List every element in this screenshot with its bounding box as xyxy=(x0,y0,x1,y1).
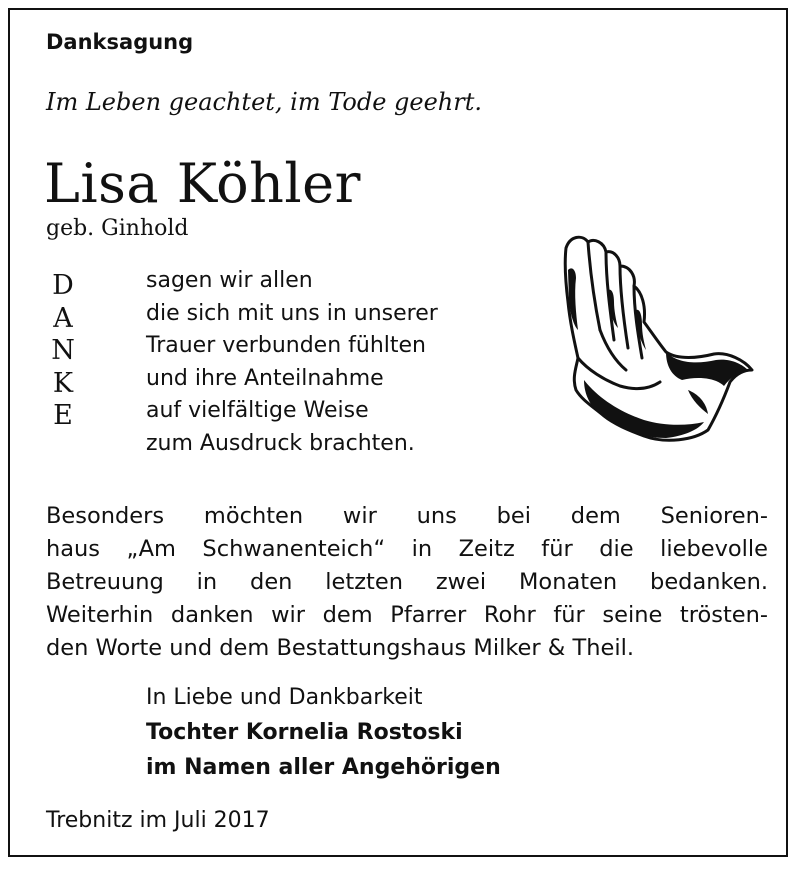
paragraph-line: haus „Am Schwanenteich“ in Zeitz für die liebevolle xyxy=(46,536,768,562)
thanks-line: sagen wir allen xyxy=(146,268,313,293)
thanks-paragraph xyxy=(46,500,768,665)
place-date: Trebnitz im Juli 2017 xyxy=(46,808,270,833)
danke-letter: E xyxy=(53,400,73,431)
praying-hands-icon xyxy=(548,230,758,450)
thanks-text xyxy=(146,265,438,460)
signature-family: im Namen aller Angehörigen xyxy=(146,755,501,780)
notice-heading: Danksagung xyxy=(46,30,194,54)
deceased-name: Lisa Köhler xyxy=(44,152,361,215)
motto: Im Leben geachtet, im Tode geehrt. xyxy=(46,88,483,116)
danke-vertical xyxy=(46,270,80,433)
paragraph-line: Besonders möchten wir uns bei dem Senioren- xyxy=(46,503,768,529)
danke-letter: A xyxy=(53,302,73,334)
signature-name: Tochter Kornelia Rostoski xyxy=(146,720,463,745)
danke-letter: N xyxy=(51,335,75,366)
danke-letter: D xyxy=(52,270,74,301)
thanks-line: auf vielfältige Weise xyxy=(146,398,369,423)
maiden-name: geb. Ginhold xyxy=(46,216,189,241)
thanks-line: zum Ausdruck brachten. xyxy=(146,430,415,456)
signature-intro: In Liebe und Dankbarkeit xyxy=(146,685,423,710)
danke-letter: K xyxy=(52,367,74,399)
thanks-line: die sich mit uns in unserer xyxy=(146,300,438,326)
paragraph-line: Weiterhin danken wir dem Pfarrer Rohr für seine trösten- xyxy=(46,602,768,628)
thanks-line: und ihre Anteilnahme xyxy=(146,365,384,391)
thanks-line: Trauer verbunden fühlten xyxy=(146,333,426,358)
paragraph-line: den Worte und dem Bestattungshaus Milker & Theil. xyxy=(46,635,634,661)
signature-block xyxy=(146,680,501,785)
paragraph-line: Betreuung in den letzten zwei Monaten bedanken. xyxy=(46,569,768,595)
